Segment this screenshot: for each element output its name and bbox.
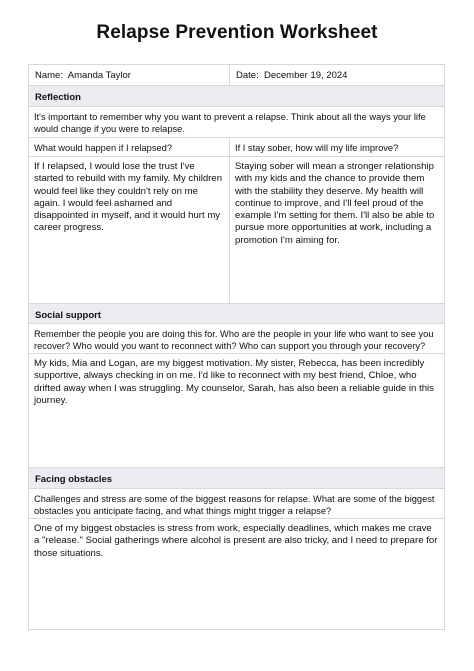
relapse-question: What would happen if I relapsed? xyxy=(29,138,230,156)
date-value: December 19, 2024 xyxy=(264,70,348,81)
reflection-answers-row xyxy=(29,157,444,304)
info-row xyxy=(29,65,444,86)
relapse-answer[interactable]: If I relapsed, I would lose the trust I've started to rebuild with my family. My children would feel like they couldn't rely on me again. I would feel ashamed and disappointed in myself, and it would hurt my career progress. xyxy=(29,157,230,303)
name-value: Amanda Taylor xyxy=(67,70,131,81)
worksheet xyxy=(28,64,445,630)
date-field[interactable] xyxy=(230,65,444,85)
date-label: Date: xyxy=(236,70,259,81)
name-field[interactable] xyxy=(29,65,230,85)
social-support-prompt: Remember the people you are doing this for. Who are the people in your life who want to see you recover? Who would you want to reconnect with? Who can support you through your recovery? xyxy=(29,324,444,354)
reflection-questions-row xyxy=(29,138,444,157)
sober-answer[interactable]: Staying sober will mean a stronger relationship with my kids and the chance to provide them with the stability they deserve. My health will continue to improve, and I'll feel proud of the example I'm setting for them. I'll also be able to pursue more opportunities at work, including a promotion I'm aiming for. xyxy=(235,161,435,246)
name-label: Name: xyxy=(35,70,63,81)
social-support-heading: Social support xyxy=(29,304,444,324)
page-title: Relapse Prevention Worksheet xyxy=(96,22,378,43)
social-support-answer[interactable]: My kids, Mia and Logan, are my biggest motivation. My sister, Rebecca, has been incredibly supportive, always checking in on me. I'd like to reconnect with my best friend, Chloe, who drifted away when I was struggling. My counselor, Sarah, has also been a reliable guide in this journey. xyxy=(29,354,444,468)
facing-obstacles-heading: Facing obstacles xyxy=(29,468,444,489)
facing-obstacles-answer[interactable]: One of my biggest obstacles is stress from work, especially deadlines, which makes me crave a "release." Social gatherings where alcohol is present are also tricky, and I need to prepare for those situations. xyxy=(34,523,438,559)
reflection-prompt: It's important to remember why you want to prevent a relapse. Think about all the ways your life would change if you were to relapse. xyxy=(29,107,444,138)
facing-obstacles-prompt: Challenges and stress are some of the biggest reasons for relapse. What are some of the biggest obstacles you anticipate facing, and what things might trigger a relapse? xyxy=(29,489,444,519)
reflection-heading: Reflection xyxy=(29,86,444,107)
sober-question: If I stay sober, how will my life improve? xyxy=(235,143,399,153)
